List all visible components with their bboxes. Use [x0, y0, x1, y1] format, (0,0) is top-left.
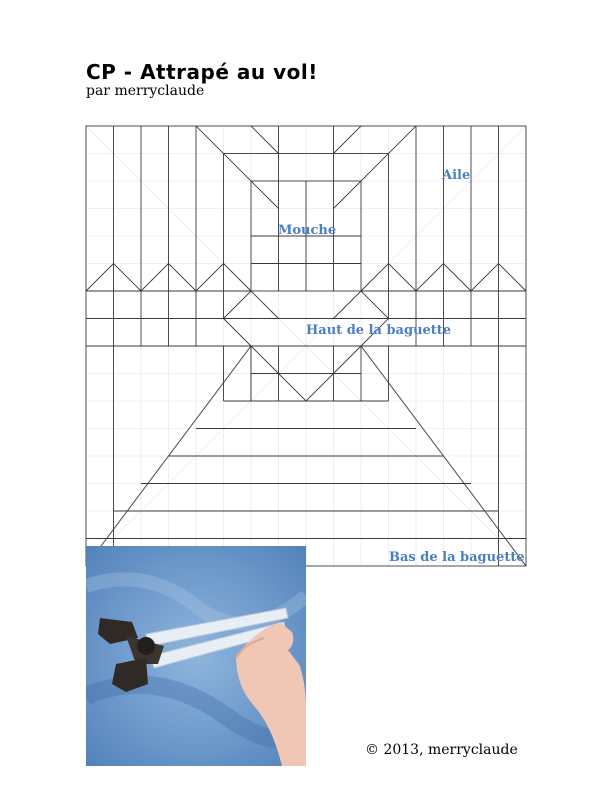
author-byline: par merryclaude — [86, 83, 205, 99]
top-stick-label: Haut de la baguette — [306, 323, 452, 338]
copyright-notice: © 2013, merryclaude — [365, 742, 518, 758]
page-title: CP - Attrapé au vol! — [86, 60, 318, 84]
bottom-stick-label: Bas de la baguette — [389, 550, 525, 565]
fly-label: Mouche — [278, 223, 337, 238]
model-photo — [86, 546, 306, 766]
wing-label: Aile — [442, 168, 471, 183]
